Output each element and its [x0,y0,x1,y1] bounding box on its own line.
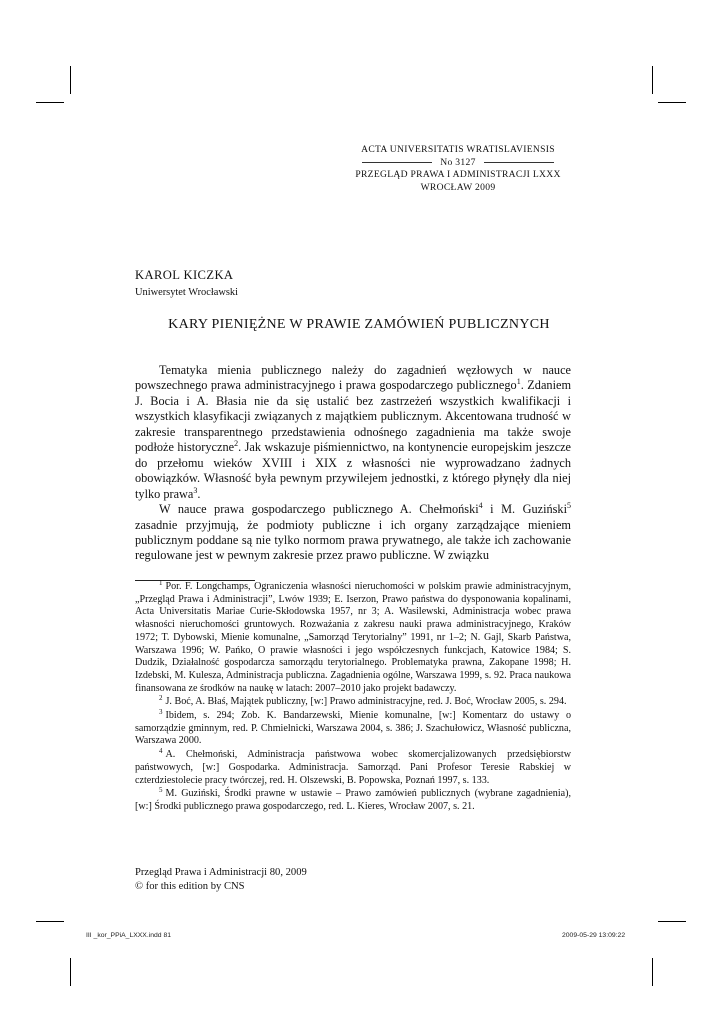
series-number: No 3127 [440,156,476,168]
rule-line-left [362,162,432,163]
footnote-ref: 1 [516,377,521,387]
crop-mark [36,102,64,103]
crop-mark [652,958,653,986]
footnote: $^3$ Ibidem, s. 294; Zob. K. Bandarzewski, Mienie komunalne, [w:] Komentarz do ustawy o samorządzie gminnym, red. P. Chmielnicki, Warszawa 2004, s. 386; J. Szachułowicz, Własność publiczna, Warszawa 2000. [135,707,571,747]
rule-line-right [484,162,554,163]
place-year: WROCŁAW 2009 [420,181,496,193]
page-footer [135,866,307,894]
footnote: $^5$ M. Guziński, Środki prawne w ustawie – Prawo zamówień publicznych (wybrane zagadnienia), [w:] Środki publicznego prawa gospodarczego, red. L. Kieres, Wrocław 2007, s. 21. [135,785,571,812]
slug-datetime: 2009-05-29 13:09:22 [562,932,626,939]
footnotes [135,578,571,815]
article-body [135,363,571,564]
footnote-ref: 2 [234,439,239,449]
article-title: KARY PIENIĘŻNE W PRAWIE ZAMÓWIEŃ PUBLICZNYCH [168,317,550,332]
footnote-ref: 3 [193,485,198,495]
series-header [338,144,578,194]
journal-citation: Przegląd Prawa i Administracji 80, 2009 [135,867,307,878]
footnote: $^1$ Por. F. Longchamps, Ograniczenia własności nieruchomości w polskim prawie administracyjnym, „Przegląd Prawa i Administracji”, Lwów 1939; E. Iserzon, Prawo państwa do dysponowania kopalinami, Acta Universitatis Mariae Curie-Skłodowska 1957, nr 3; A. Wasilewski, Administracja wobec prawa własności nieruchomości gruntowych. Rozważania z zakresu nauki prawa administracyjnego, Kraków 1972; T. Dybowski, Mienie komunalne, „Samorząd Terytorialny” 1991, nr 1–2; N. Gajl, Skarb Państwa, Warszawa 1996; W. Pańko, O prawie własności i jego współczesnych funkcjach, Katowice 1984; S. Dudzik, Działalność gospodarcza samorządu terytorialnego. Problematyka prawna, Zakopane 1998; H. Izdebski, M. Kulesza, Administracja publiczna. Zagadnienia ogólne, Warszawa 1999, s. 92. Praca naukowa finansowana ze środków na naukę w latach: 2007–2010 jako projekt badawczy. [135,578,571,694]
crop-mark [70,66,71,94]
footnote: $^2$ J. Boć, A. Błaś, Majątek publiczny, [w:] Prawo administracyjne, red. J. Boć, Wrocław 2005, s. 294. [159,693,567,708]
footnote-ref: 5 [566,500,571,510]
series-number-line [338,157,578,170]
paragraph: Tematyka mienia publicznego należy do zagadnień węzłowych w nauce powszechnego prawa administracyjnego i prawa gospodarczego publicznego$^1$. Zdaniem J. Bocia i A. Błasia nie da się ustalić bez zastrzeżeń wszystkich kwalifikacji i wszystkich klasyfikacji związanych z majątkiem publicznym. Akcentowana trudność w zakresie transparentnego przedstawienia odnośnego zagadnienia ma także swoje podłoże historyczne$^2$. Jak wskazuje piśmiennictwo, na kontynencie europejskim jeszcze do przełomu wieków XVIII i XIX z własności nie wyprowadzano żadnych obowiązków. Własność była pewnym przywilejem jednostki, z którego płynęły dla niej tylko prawa$^3$. [135,363,572,501]
journal-name: PRZEGLĄD PRAWA I ADMINISTRACJI LXXX [355,169,561,181]
crop-mark [70,958,71,986]
crop-mark [36,921,64,922]
series-name: ACTA UNIVERSITATIS WRATISLAVIENSIS [361,144,555,155]
slug-filename: III _kor_PPiA_LXXX.indd 81 [86,932,172,939]
paragraph: W nauce prawa gospodarczego publicznego A. Chełmoński$^4$ i M. Guziński$^5$ zasadnie przyjmują, że podmioty publiczne i ich organy zarządzające mieniem publicznym poddane są nie tylko normom prawa prywatnego, ale także ich zachowanie regulowane jest w pewnym zakresie przez prawo publiczne. W związku [135,500,571,563]
footnote: $^4$ A. Chełmoński, Administracja państwowa wobec skomercjalizowanych przedsiębiorstw państwowych, [w:] Gospodarka. Administracja. Samorząd. Pani Profesor Teresie Rabskiej w czterdziestolecie pracy twórczej, red. H. Olszewski, B. Popowska, Poznań 1997, s. 133. [135,746,571,786]
crop-mark [652,66,653,94]
copyright-notice: © for this edition by CNS [135,881,245,892]
footnote-ref: 4 [478,500,483,510]
crop-mark [658,102,686,103]
author-affiliation: Uniwersytet Wrocławski [135,287,238,298]
crop-mark [658,921,686,922]
author-name: KAROL KICZKA [135,268,234,282]
